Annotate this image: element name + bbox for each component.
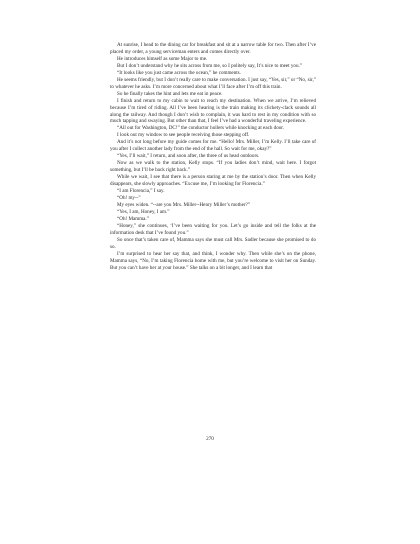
paragraph: While we wait, I see that there is a person staring at me by the station’s door. Then when Kelly disappears, she slowly approaches. “Excuse me, I’m looking for Florencia.” <box>110 174 316 188</box>
paragraph: He introduces himself as some Major to me. <box>117 55 208 62</box>
paragraph: He seems friendly, but I don’t really care to make conversation. I just say, “Yes, sir,” or “No, sir,” to whatever he asks. I’m more concerned about what I’ll face after I’m off this train. <box>110 76 316 90</box>
paragraph: So he finally takes the hint and lets me eat in peace. <box>117 90 223 97</box>
paragraph: “Honey,” she continues, ‘I’ve been waiting for you. Let’s go inside and tell the folks at the information desk that I’ve found you.” <box>110 222 316 236</box>
paragraph: I’m surprised to hear her say that, and think, I wonder why. Then while she’s on the phone, Mamma says, “No, I’m taking Florencia home with me, but you’re welcome to visit her on Sunday. But you can’t have her at your house.” She talks on a bit longer, and I learn that <box>110 250 316 271</box>
paragraph: So once that’s taken care of, Mamma says she must call Mrs. Sadler because she promised to do so. <box>110 236 316 250</box>
page-number: 270 <box>206 436 214 442</box>
paragraph: “Oh! my--” <box>117 194 141 201</box>
paragraph: “Oh! Mamma.” <box>117 215 149 222</box>
paragraph: But I don’t understand why he sits across from me, so I politely say, It’s nice to meet you.” <box>117 62 303 69</box>
paragraph: “I am Florencia,” I say. <box>117 188 165 195</box>
body-text <box>110 42 316 271</box>
paragraph: My eyes widen. “--are you Mrs. Miller--Henry Miller’s mother?” <box>117 201 251 208</box>
paragraph: Now as we walk to the station, Kelly stops. “If you ladies don’t mind, wait here. I forgot something, but I’ll be back right back.” <box>110 160 316 174</box>
paragraph: At sunrise, I head to the dining car for breakfast and sit at a narrow table for two. Then after I’ve placed my order, a young serviceman enters and comes directly over. <box>110 42 316 55</box>
paragraph: “It looks like you just came across the ocean,” he comments. <box>117 69 241 76</box>
paragraph: I look out my window to see people receiving those stepping off. <box>117 132 250 139</box>
paragraph: And it’s not long before my guide comes for me. “Hello! Mrs. Miller, I’m Kelly. I’ll take care of you after I collect another lady from the end of the hall. So wait for me, okay?” <box>110 139 316 153</box>
paragraph: “Yes, I am, Honey, I am.” <box>117 208 170 215</box>
paragraph: “Yes, I’ll wait,” I return, and soon after, the three of us head outdoors. <box>117 153 260 160</box>
paragraph: I finish and return to my cabin to wait to reach my destination. When we arrive, I’m relieved because I’m tired of riding. All I’ve been hearing is the train making its clickety-clack sounds all along the railway. And though I don’t wish to complain, it was hard to rest in my condition with so much tapping and swaying. But other than that, I feel I’ve had a wonderful traveling experience. <box>110 97 316 125</box>
paragraph: “All out for Washington, DC!” the conductor hollers while knocking at each door. <box>117 125 284 132</box>
